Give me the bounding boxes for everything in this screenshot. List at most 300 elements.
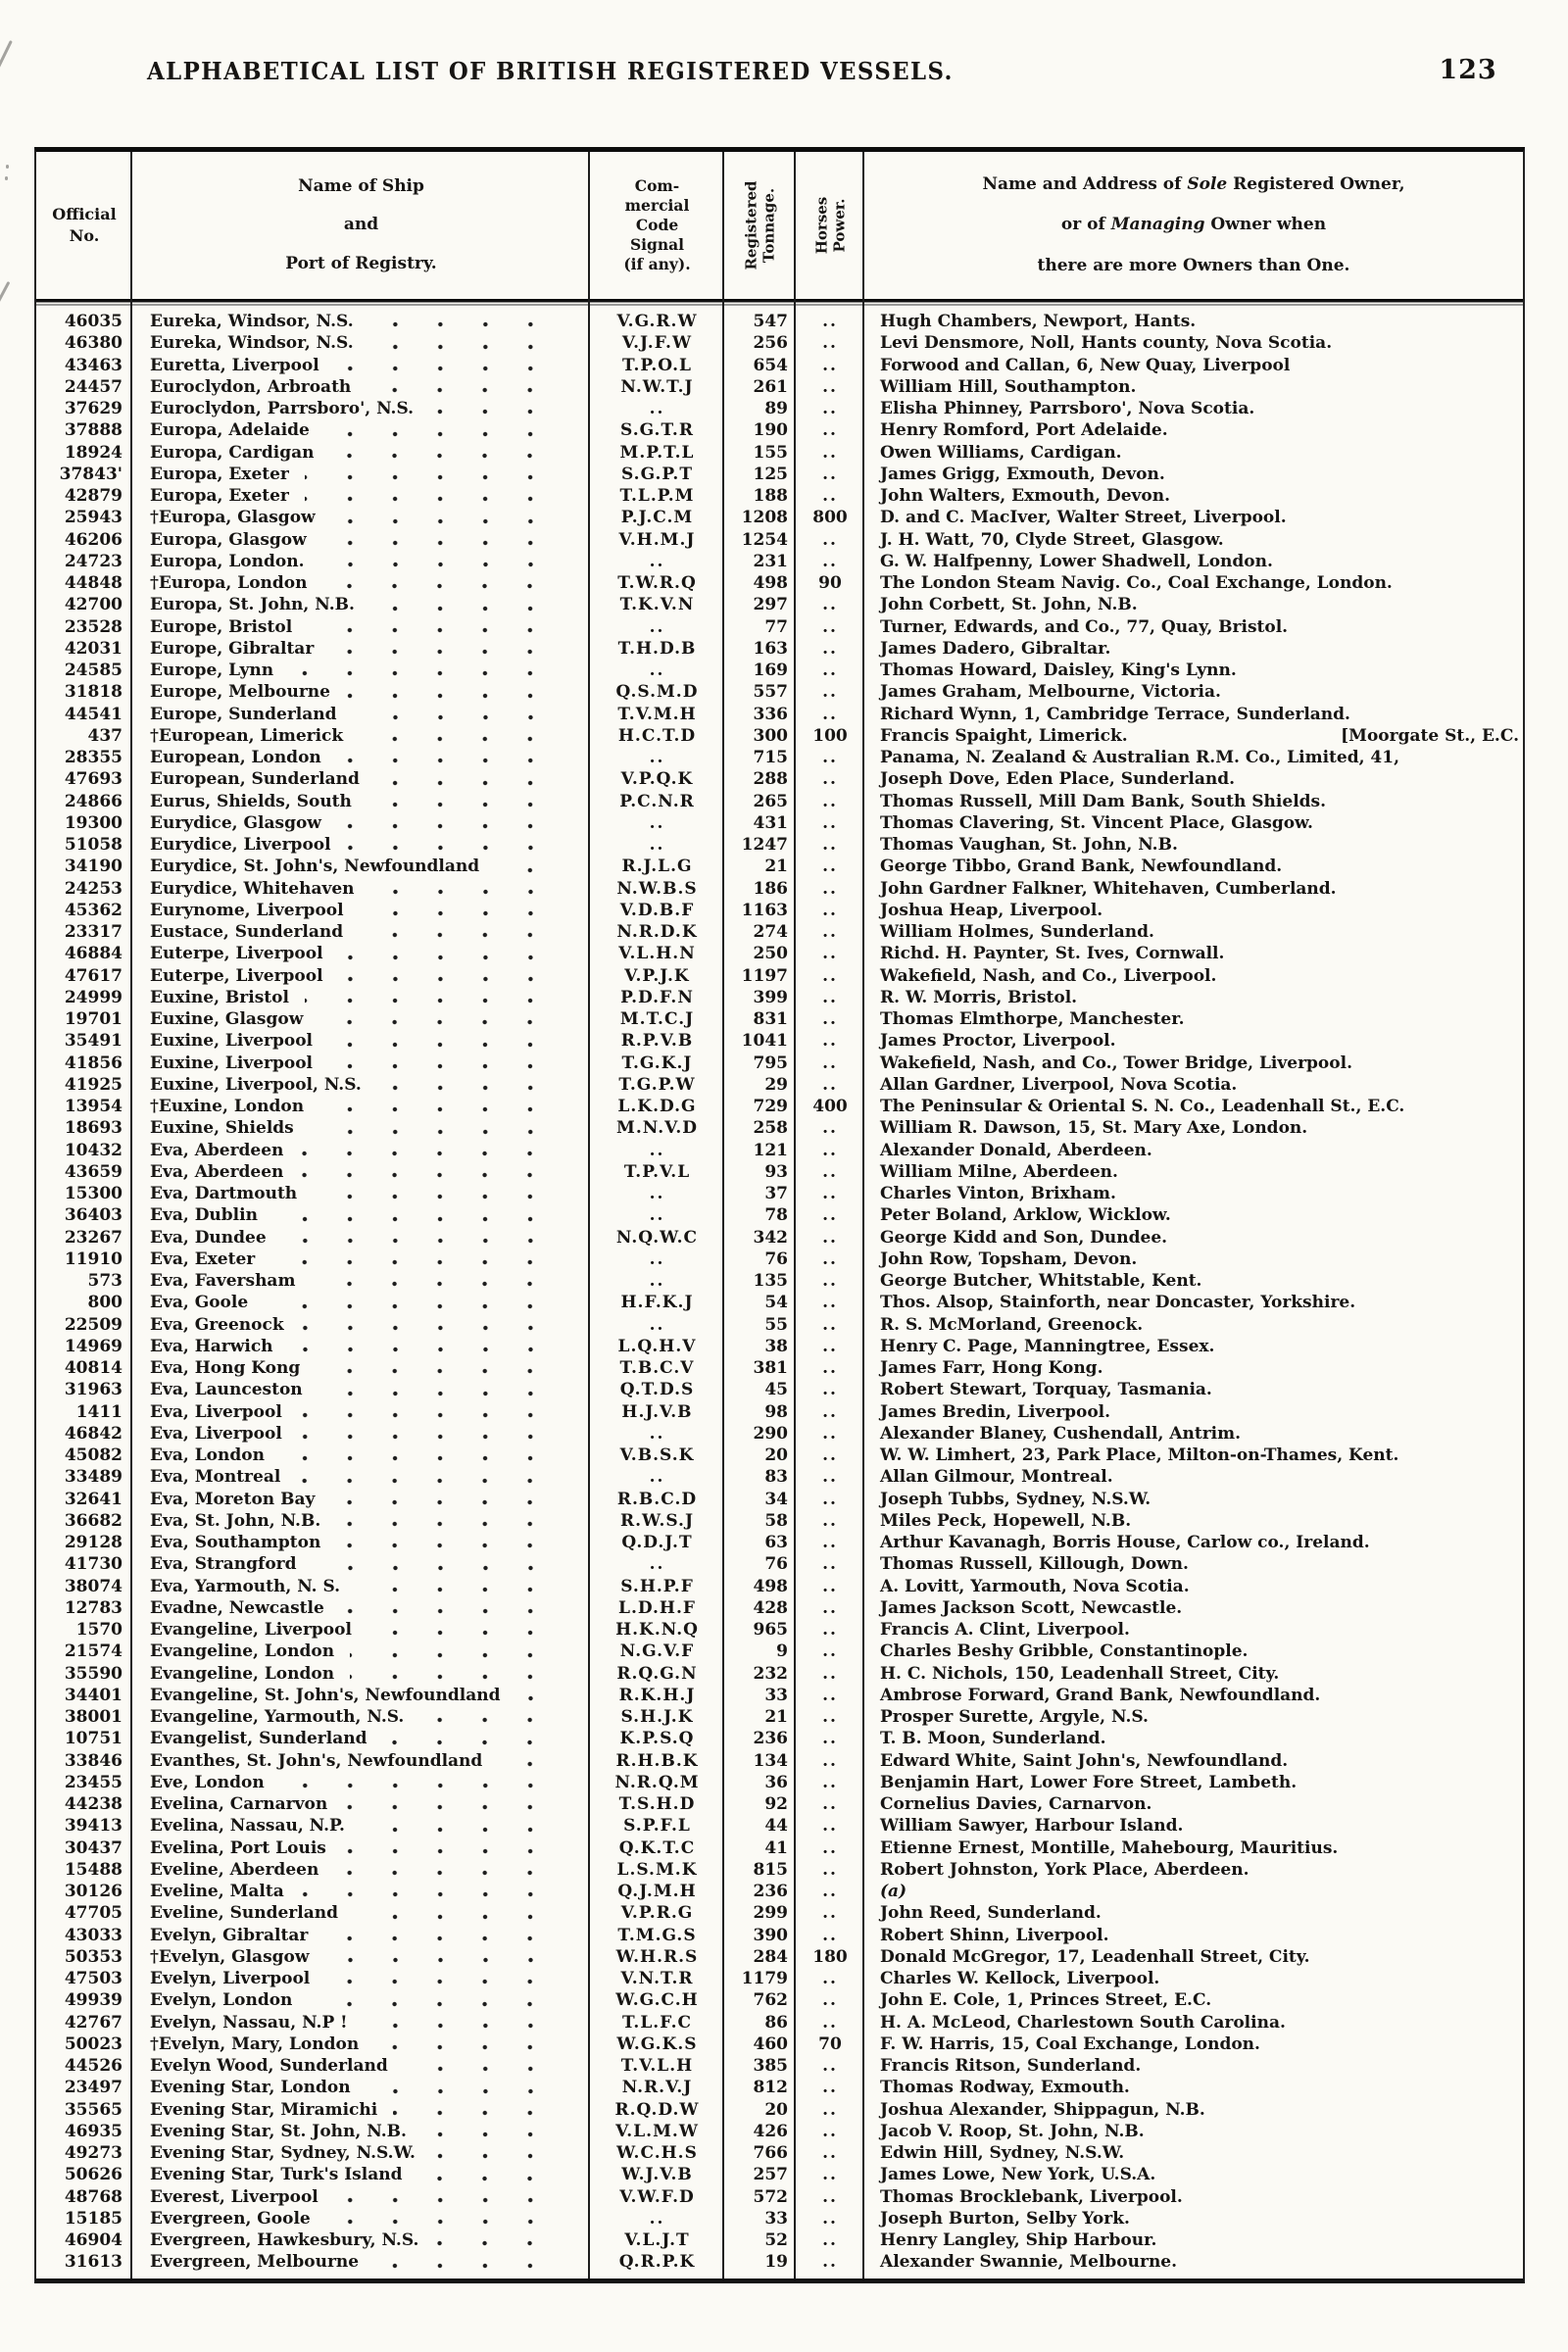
official-no-cell: 1570 [75,1620,122,1640]
table-row [36,376,1523,398]
code-signal-cell: H.F.K.J [620,1293,694,1313]
official-no-cell: 49273 [64,2143,122,2163]
owner-text: Joseph Burton, Selby York. [880,2208,1130,2229]
owner-text: Elisha Phinney, Parrsboro', Nova Scotia. [880,399,1255,418]
tonnage-cell: 258 [753,1118,788,1139]
owner-cell [864,943,1523,964]
official-no-cell: 21574 [64,1642,122,1662]
ship-cell [132,616,590,638]
tonnage-cell: 58 [764,1510,788,1531]
dot-leader [322,583,572,589]
code-signal-cell: .. [649,1271,665,1291]
horse-power-cell: .. [822,1729,838,1749]
table-row [36,1619,1523,1641]
horse-power-cell: .. [822,2012,838,2033]
owner-text: John Corbett, St. John, N.B. [880,595,1138,615]
ship-cell [132,1489,590,1510]
owner-text-right [1519,2208,1523,2230]
ship-name: Evelina, Carnarvon [150,1794,328,1814]
table-row [36,1663,1523,1685]
dot-leader [516,1695,573,1701]
horse-power-cell: .. [822,1401,838,1422]
code-signal-cell: S.H.P.F [620,1576,694,1596]
horse-power-cell: .. [822,2186,838,2207]
code-signal-cell: T.V.M.H [617,704,697,724]
dot-leader [374,2044,572,2050]
owner-text-right [1519,1466,1523,1488]
official-no-cell: 573 [87,1271,122,1291]
owner-cell [864,1838,1523,1859]
ship-name: Europa, Exeter [150,486,289,506]
table-row [36,2077,1523,2098]
dot-leader [367,2088,572,2094]
code-signal-cell: L.D.H.F [618,1597,696,1618]
tonnage-cell: 290 [753,1423,788,1444]
table-row [36,2230,1523,2251]
dot-leader [320,562,572,567]
ship-cell [132,1925,590,1946]
ship-cell [132,2099,590,2121]
code-signal-cell: .. [649,1314,665,1335]
owner-text-right [1519,681,1523,703]
dot-leader [298,1434,572,1440]
owner-cell [864,2164,1523,2185]
code-signal-cell: R.Q.G.N [616,1663,698,1684]
horse-power-cell: .. [822,399,838,418]
owner-text-right [1519,878,1523,900]
horse-power-cell: .. [822,1446,838,1465]
code-signal-cell: R.Q.D.W [614,2099,700,2120]
official-no-cell: 38001 [64,1707,122,1727]
ship-cell [132,704,590,725]
ship-cell [132,332,590,354]
horse-power-cell: .. [822,1510,838,1531]
table-row [36,725,1523,747]
code-signal-cell: N.R.V.J [621,2078,693,2098]
margin-speck [6,165,9,169]
ship-name: †Evelyn, Mary, London [150,2034,360,2054]
official-no-cell: 38074 [64,1576,122,1596]
owner-cell [864,1881,1523,1902]
dot-leader [311,1281,572,1287]
ship-name: Evangeline, London [150,1663,335,1684]
header-power-line2: Power. [829,198,848,253]
owner-text-right [1519,791,1523,812]
tonnage-cell: 236 [753,1729,788,1749]
owner-cell [864,921,1523,943]
owner-text-right [1519,987,1523,1008]
horse-power-cell: .. [822,944,838,964]
official-no-cell: 43659 [64,1161,122,1182]
tonnage-cell: 428 [753,1597,788,1618]
table-row [36,355,1523,376]
ship-cell [132,1423,590,1445]
ship-name: Euxine, Liverpool [150,1031,314,1052]
tonnage-cell: 190 [753,420,788,441]
owner-text-right [1519,1881,1523,1902]
official-no-cell: 31963 [64,1380,122,1400]
owner-text-right [1519,529,1523,551]
horse-power-cell: .. [822,2099,838,2120]
table-row [36,1925,1523,1946]
ship-name: Europe, Sunderland [150,704,337,724]
ship-name: Europa, Exeter [150,464,289,484]
code-signal-cell: .. [649,748,665,767]
dot-leader [374,2263,572,2269]
ship-cell [132,1161,590,1183]
official-no-cell: 43463 [64,355,122,375]
table-row [36,681,1523,703]
ship-name: †Evelyn, Glasgow [150,1946,310,1967]
owner-cell [864,1096,1523,1117]
table-row [36,551,1523,572]
owner-text-right [1519,1793,1523,1815]
official-no-cell: 44541 [64,704,122,724]
tonnage-cell: 38 [764,1336,788,1356]
code-signal-cell: H.C.T.D [617,725,697,746]
owner-text: Levi Densmore, Noll, Hants county, Nova Scotia. [880,333,1333,354]
tonnage-cell: 231 [753,551,788,571]
code-signal-cell: Q.S.M.D [615,682,699,703]
dot-leader [313,1565,572,1571]
owner-cell [864,1357,1523,1379]
owner-text: George Kidd and Son, Dundee. [880,1227,1168,1248]
official-no-cell: 35590 [64,1663,122,1684]
dot-leader [417,2176,572,2181]
ship-name: Eva, Southampton [150,1533,321,1552]
owner-text: Alexander Swannie, Melbourne. [880,2252,1178,2273]
owner-text: Francis A. Clint, Liverpool. [880,1620,1130,1640]
code-signal-cell: R.P.V.B [620,1031,694,1052]
ship-cell [132,660,590,681]
owner-text: (a) [880,1882,907,1901]
ship-cell [132,1576,590,1597]
code-signal-cell: K.P.S.Q [619,1729,695,1749]
owner-cell [864,507,1523,528]
ship-cell [132,1902,590,1924]
table-row [36,1379,1523,1400]
ship-name: †Europa, Glasgow [150,508,316,528]
tonnage-cell: 20 [764,1446,788,1465]
dot-leader [429,409,572,415]
code-signal-cell: .. [649,616,665,637]
code-signal-cell: L.Q.H.V [617,1336,697,1356]
owner-text-right [1519,398,1523,419]
table-row [36,572,1523,594]
owner-text-right [1519,1292,1523,1313]
dot-leader [305,998,572,1004]
owner-text: John Reed, Sunderland. [880,1903,1102,1924]
dot-leader [419,1717,572,1723]
owner-cell [864,1902,1523,1924]
table-row [36,398,1523,419]
ship-name: Euterpe, Liverpool [150,965,323,986]
tonnage-cell: 1041 [741,1031,788,1052]
code-signal-cell: V.J.F.W [621,333,693,354]
official-no-cell: 15488 [64,1859,122,1880]
ship-cell [132,2142,590,2164]
official-no-cell: 40814 [64,1358,122,1378]
ship-name: Evelyn, Nassau, N.P ! [150,2012,348,2033]
ship-name: Eva, Aberdeen [150,1161,284,1182]
owner-text-right [1519,1008,1523,1030]
owner-text: The Peninsular & Oriental S. N. Co., Leadenhall St., E.C. [880,1097,1405,1116]
code-signal-cell: W.G.K.S [616,2034,698,2054]
tonnage-cell: 1197 [741,965,788,986]
owner-text-right [1519,1489,1523,1510]
ship-name: European, London [150,748,321,767]
horse-power-cell: .. [822,312,838,331]
owner-cell [864,464,1523,485]
owner-text: Thomas Russell, Mill Dam Bank, South Shields. [880,791,1327,811]
dot-leader [382,1740,572,1745]
owner-cell [864,551,1523,572]
ship-cell [132,725,590,747]
table-row [36,1030,1523,1052]
ship-cell [132,1008,590,1030]
official-no-cell: 10432 [64,1140,122,1160]
tonnage-cell: 1163 [741,900,788,920]
ship-name: Evelyn, Liverpool [150,1969,311,1988]
header-owner-line2: or of Managing Owner when [1060,215,1327,235]
table-row [36,1270,1523,1292]
ship-name: Eve, London [150,1772,265,1792]
owner-text-right [1519,2012,1523,2034]
owner-text-right [1519,1619,1523,1641]
official-no-cell: 30126 [64,1882,122,1901]
owner-text-right [1519,572,1523,594]
owner-text: Donald McGregor, 17, Leadenhall Street, City. [880,1946,1310,1967]
horse-power-cell: 90 [818,573,842,593]
tonnage-cell: 399 [753,987,788,1007]
ship-name: Evadne, Newcastle [150,1597,324,1618]
horse-power-cell: .. [822,878,838,899]
owner-cell [864,638,1523,660]
code-signal-cell: V.N.T.R [620,1969,694,1988]
owner-cell [864,791,1523,812]
code-signal-cell: .. [649,1184,665,1203]
owner-text-right [1519,638,1523,660]
official-no-cell: 29128 [64,1533,122,1552]
table-row [36,2055,1523,2077]
code-signal-cell: R.K.H.J [618,1685,696,1705]
code-signal-cell: S.G.P.T [621,464,693,484]
table-row [36,332,1523,354]
owner-cell [864,1466,1523,1488]
table-row [36,2099,1523,2121]
table-row [36,464,1523,485]
dot-leader [369,344,572,350]
ship-name: Eva, Liverpool [150,1423,282,1444]
owner-cell [864,1576,1523,1597]
official-no-cell: 23267 [64,1227,122,1248]
horse-power-cell: .. [822,1576,838,1596]
horse-power-cell: .. [822,1642,838,1662]
code-signal-cell: .. [649,1249,665,1269]
owner-text: Hugh Chambers, Newport, Hants. [880,312,1197,331]
owner-cell [864,1510,1523,1532]
header-code-line2: mercial [624,196,690,216]
code-signal-cell: S.P.F.L [623,1816,691,1837]
horse-power-cell: .. [822,1816,838,1837]
tonnage-cell: 92 [764,1794,788,1814]
ship-cell [132,768,590,790]
horse-power-cell: .. [822,900,838,920]
ship-name: Europe, Lynn [150,661,274,680]
official-no-cell: 12783 [64,1597,122,1618]
header-ship-line3: Port of Registry. [285,253,437,273]
owner-cell [864,812,1523,834]
tonnage-cell: 257 [753,2165,788,2185]
dot-leader [347,845,572,851]
tonnage-cell: 342 [753,1227,788,1248]
code-signal-cell: W.J.V.B [621,2165,693,2185]
header-code-signal [590,152,724,299]
ship-cell [132,965,590,987]
owner-text: Robert Stewart, Torquay, Tasmania. [880,1380,1212,1400]
ship-cell [132,812,590,834]
tonnage-cell: 52 [764,2230,788,2250]
table-row [36,529,1523,551]
owner-text-right [1519,1815,1523,1837]
dot-leader [329,453,572,459]
dot-leader [331,518,572,524]
table-row [36,1510,1523,1532]
dot-leader [368,802,572,808]
owner-text: William Sawyer, Harbour Island. [880,1816,1184,1837]
horse-power-cell: .. [822,769,838,790]
horse-power-cell: .. [822,464,838,484]
ship-name: Evanthes, St. John's, Newfoundland [150,1750,483,1771]
code-signal-cell: T.K.V.N [619,595,695,615]
horse-power-cell: .. [822,1685,838,1705]
owner-text-right [1519,1532,1523,1553]
owner-text-right [1519,1053,1523,1074]
official-no-cell: 15185 [64,2208,122,2229]
code-signal-cell: S.G.T.R [620,420,694,441]
owner-text-right [1519,1445,1523,1466]
owner-cell [864,398,1523,419]
tonnage-cell: 155 [753,442,788,463]
code-signal-cell: N.R.Q.M [614,1772,700,1792]
owner-text-right [1519,1183,1523,1204]
owner-text-right [1519,464,1523,485]
owner-cell [864,1030,1523,1052]
header-tonnage-line2: Tonnage. [760,187,778,264]
owner-text-right [1519,1576,1523,1597]
ship-cell [132,485,590,507]
owner-text: A. Lovitt, Yarmouth, Nova Scotia. [880,1576,1190,1596]
horse-power-cell: .. [822,1969,838,1988]
dot-leader [354,1914,572,1920]
ship-cell [132,2012,590,2034]
code-signal-cell: W.G.C.H [615,1990,699,2011]
column-divider [862,152,864,2278]
code-signal-cell: N.R.D.K [616,922,698,942]
ship-name: Eveline, Malta [150,1882,284,1901]
code-signal-cell: V.L.J.T [624,2230,690,2250]
official-no-cell: 30437 [64,1838,122,1858]
code-signal-cell: .. [649,2208,665,2229]
dot-leader [323,1936,572,1941]
ship-name: Eveline, Sunderland [150,1903,338,1924]
tonnage-cell: 135 [753,1271,788,1291]
owner-text-right [1519,1750,1523,1772]
ship-cell [132,2230,590,2251]
tonnage-cell: 9 [776,1642,788,1662]
dot-leader [367,387,572,393]
ship-name: Eureka, Windsor, N.S. [150,312,354,331]
dot-leader [326,2219,572,2225]
official-no-cell: 49939 [64,1990,122,2011]
owner-text: T. B. Moon, Sunderland. [880,1729,1106,1749]
ship-cell [132,551,590,572]
horse-power-cell: .. [822,595,838,615]
horse-power-cell: .. [822,1293,838,1313]
table-row [36,1706,1523,1728]
dot-leader [305,496,572,502]
horse-power-cell: .. [822,1882,838,1901]
ship-cell [132,594,590,615]
ship-cell [132,1249,590,1270]
owner-text-right [1519,834,1523,856]
owner-text-right [1519,594,1523,615]
horse-power-cell: 70 [818,2034,842,2054]
owner-text-right [1519,1379,1523,1400]
owner-text-right [1519,1314,1523,1336]
owner-text: Turner, Edwards, and Co., 77, Quay, Bristol. [880,616,1289,637]
code-signal-cell: P.D.F.N [620,987,694,1007]
dot-leader [337,823,572,829]
table-row [36,442,1523,464]
official-no-cell: 50023 [64,2034,122,2054]
owner-text-right [1519,747,1523,768]
official-no-cell: 47503 [64,1969,122,1988]
tonnage-cell: 19 [764,2252,788,2273]
ship-name: Euroclydon, Parrsboro', N.S. [150,399,415,418]
table-row [36,1838,1523,1859]
ship-cell [132,1117,590,1139]
owner-cell [864,1706,1523,1728]
tonnage-cell: 89 [764,399,788,418]
tonnage-cell: 715 [753,748,788,767]
horse-power-cell: .. [822,835,838,855]
ship-cell [132,1793,590,1815]
ship-cell [132,1728,590,1749]
owner-text: Arthur Kavanagh, Borris House, Carlow co., Ireland. [880,1533,1370,1552]
horse-power-cell: .. [822,1663,838,1684]
official-no-cell: 43033 [64,1925,122,1945]
dot-leader [369,321,572,327]
horse-power-cell: .. [822,486,838,506]
code-signal-cell: Q.R.P.K [618,2252,696,2273]
ship-cell [132,878,590,900]
table-row [36,485,1523,507]
ship-name: Eurydice, Whitehaven [150,878,355,899]
code-signal-cell: .. [649,551,665,571]
code-signal-cell: T.P.V.L [623,1161,691,1182]
owner-text: R. S. McMorland, Greenock. [880,1314,1144,1335]
owner-text: Joseph Dove, Eden Place, Sunderland. [880,769,1236,790]
page-number: 123 [1439,55,1497,85]
tonnage-cell: 163 [753,638,788,659]
ship-name: Evelina, Nassau, N.P. [150,1816,345,1837]
dot-leader [364,2023,572,2029]
official-no-cell: 42700 [64,595,122,615]
ship-name: Euxine, Shields [150,1118,294,1139]
code-signal-cell: .. [649,399,665,418]
dot-leader [273,1216,572,1222]
